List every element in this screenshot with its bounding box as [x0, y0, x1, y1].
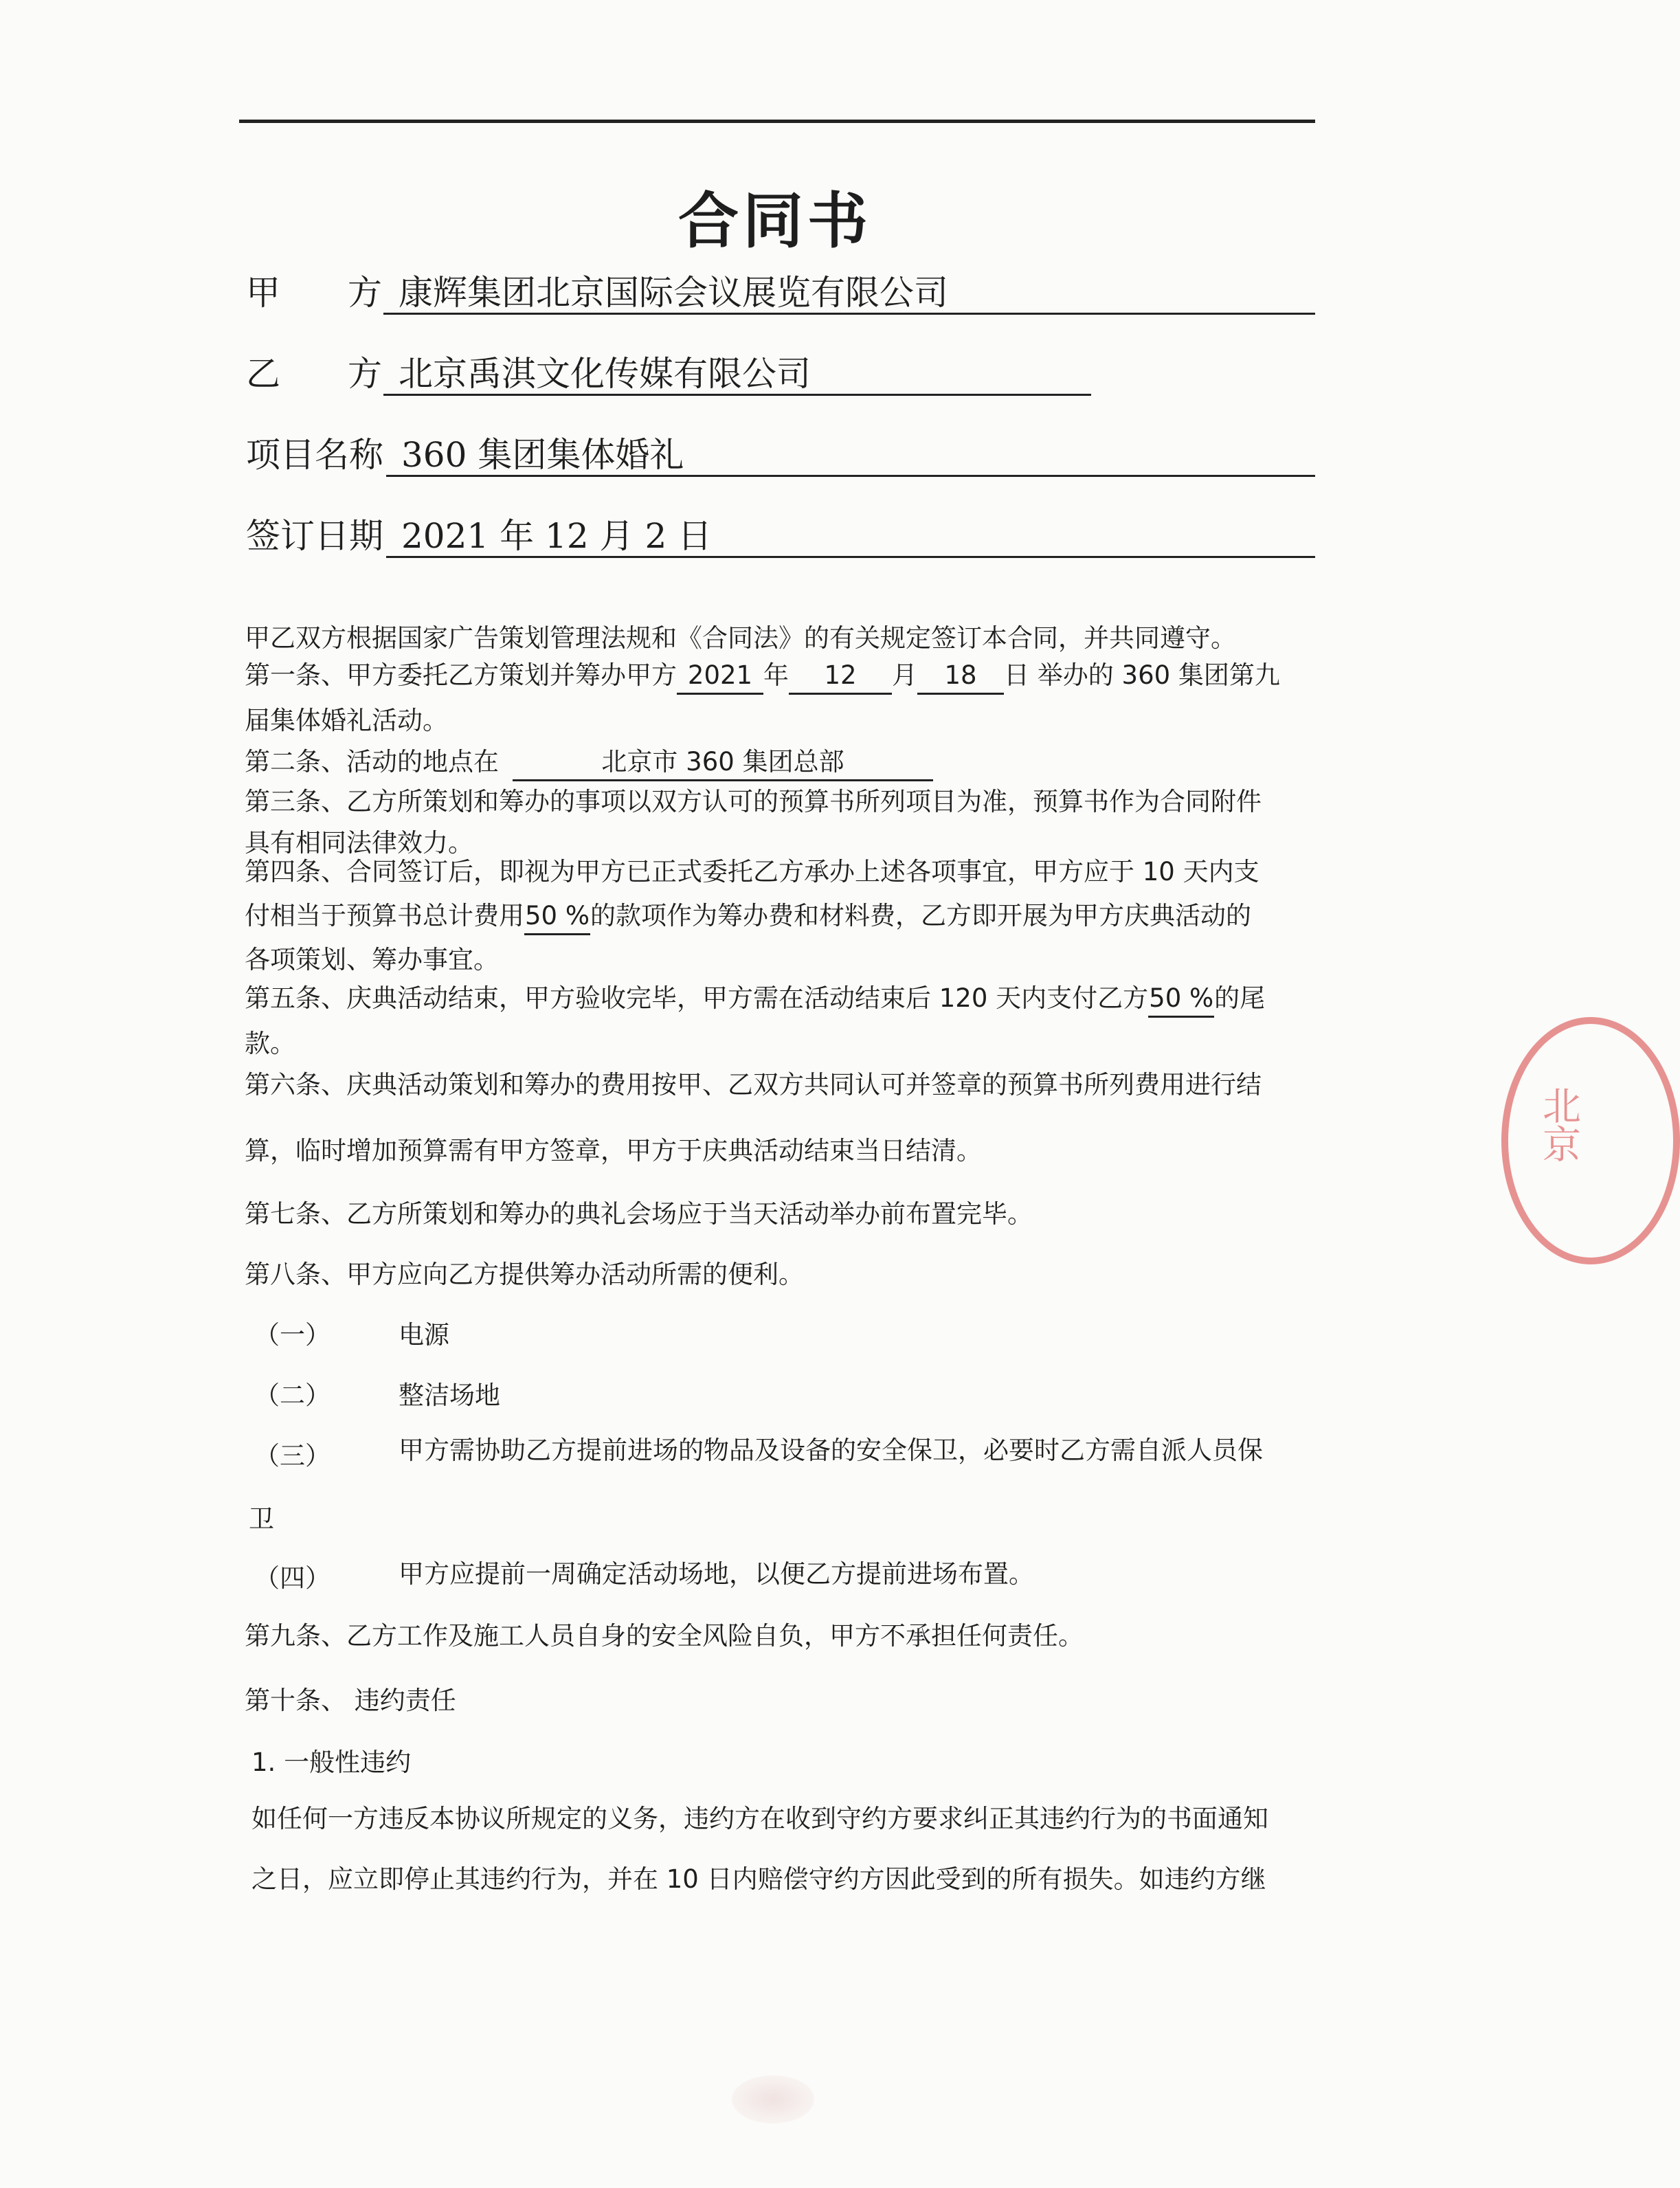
article-2: 第二条、活动的地点在 北京市 360 集团总部	[245, 741, 1330, 783]
date-value: 2021 年 12 月 2 日	[401, 516, 713, 556]
article-1-month: 12	[789, 658, 892, 695]
article-8-item-4-number: （四）	[254, 1563, 331, 1593]
article-6-line-2: 算，临时增加预算需有甲方签章，甲方于庆典活动结束当日结清。	[245, 1136, 982, 1165]
article-4-percent: 50 %	[524, 899, 590, 935]
article-4-line-1: 第四条、合同签订后，即视为甲方已正式委托乙方承办上述各项事宜，甲方应于 10 天内支	[245, 857, 1259, 886]
article-9: 第九条、乙方工作及施工人员自身的安全风险自负，甲方不承担任何责任。	[245, 1621, 1084, 1651]
party-a-field	[383, 265, 1315, 315]
article-7: 第七条、乙方所策划和筹办的典礼会场应于当天活动举办前布置完毕。	[245, 1199, 1033, 1229]
article-8-item-3-number: （三）	[254, 1441, 331, 1471]
page-title: 合同书	[677, 186, 872, 256]
project-value: 360 集团集体婚礼	[401, 435, 684, 475]
article-10-line-1: 如任何一方违反本协议所规定的义务，违约方在收到守约方要求纠正其违约行为的书面通知	[251, 1804, 1268, 1833]
company-seal	[1501, 1017, 1680, 1264]
article-10-line-2: 之日，应立即停止其违约行为，并在 10 日内赔偿守约方因此受到的所有损失。如违约方继	[251, 1864, 1266, 1894]
date-label: 签订日期	[246, 516, 383, 556]
paper-smudge	[732, 2075, 814, 2123]
article-6-line-1: 第六条、庆典活动策划和筹办的费用按甲、乙双方共同认可并签章的预算书所列费用进行结	[245, 1070, 1262, 1099]
article-5-line-2: 款。	[245, 1029, 295, 1058]
article-5-line-1: 第五条、庆典活动结束，甲方验收完毕，甲方需在活动结束后 120 天内支付乙方50 %的尾	[245, 977, 1330, 1020]
article-2-location: 北京市 360 集团总部	[513, 745, 933, 781]
company-seal-text: 北京	[1536, 1086, 1581, 1163]
article-3-line-1: 第三条、乙方所策划和筹办的事项以双方认可的预算书所列项目为准，预算书作为合同附件	[245, 787, 1262, 816]
article-8: 第八条、甲方应向乙方提供筹办活动所需的便利。	[245, 1260, 804, 1289]
intro-paragraph: 甲乙双方根据国家广告策划管理法规和《合同法》的有关规定签订本合同，并共同遵守。	[245, 623, 1236, 653]
article-4-line-2: 付相当于预算书总计费用50 %的款项作为筹办费和材料费，乙方即开展为甲方庆典活动的	[245, 895, 1330, 937]
article-8-item-2-text: 整洁场地	[399, 1381, 500, 1410]
project-label: 项目名称	[246, 435, 383, 475]
article-8-item-3-text: 甲方需协助乙方提前进场的物品及设备的安全保卫，必要时乙方需自派人员保	[399, 1436, 1263, 1465]
party-b-field	[383, 346, 1091, 396]
article-10-sub-1: 1. 一般性违约	[251, 1748, 412, 1777]
article-8-item-2-number: （二）	[254, 1381, 331, 1410]
article-1-line-2: 届集体婚礼活动。	[245, 706, 448, 735]
article-8-item-1-text: 电源	[399, 1320, 449, 1350]
article-10-heading: 第十条、 违约责任	[245, 1686, 456, 1715]
article-8-item-3-continuation: 卫	[249, 1504, 274, 1534]
article-5-percent: 50 %	[1148, 981, 1214, 1018]
article-4-line-3: 各项策划、筹办事宜。	[245, 945, 499, 974]
party-a-value: 康辉集团北京国际会议展览有限公司	[399, 273, 948, 313]
project-field	[386, 427, 1315, 477]
article-1-line-1: 第一条、甲方委托乙方策划并筹办甲方 2021 年 12 月 18 日 举办的 360 集团第九	[245, 654, 1330, 697]
article-8-item-1-number: （一）	[254, 1320, 331, 1350]
top-rule	[239, 120, 1315, 123]
article-8-item-4-text: 甲方应提前一周确定活动场地，以便乙方提前进场布置。	[399, 1559, 1034, 1589]
article-1-year: 2021	[677, 658, 763, 695]
date-field	[386, 509, 1315, 558]
article-3-line-2: 具有相同法律效力。	[245, 828, 473, 858]
party-b-value: 北京禹淇文化传媒有限公司	[399, 354, 811, 394]
article-1-day: 18	[917, 658, 1004, 695]
